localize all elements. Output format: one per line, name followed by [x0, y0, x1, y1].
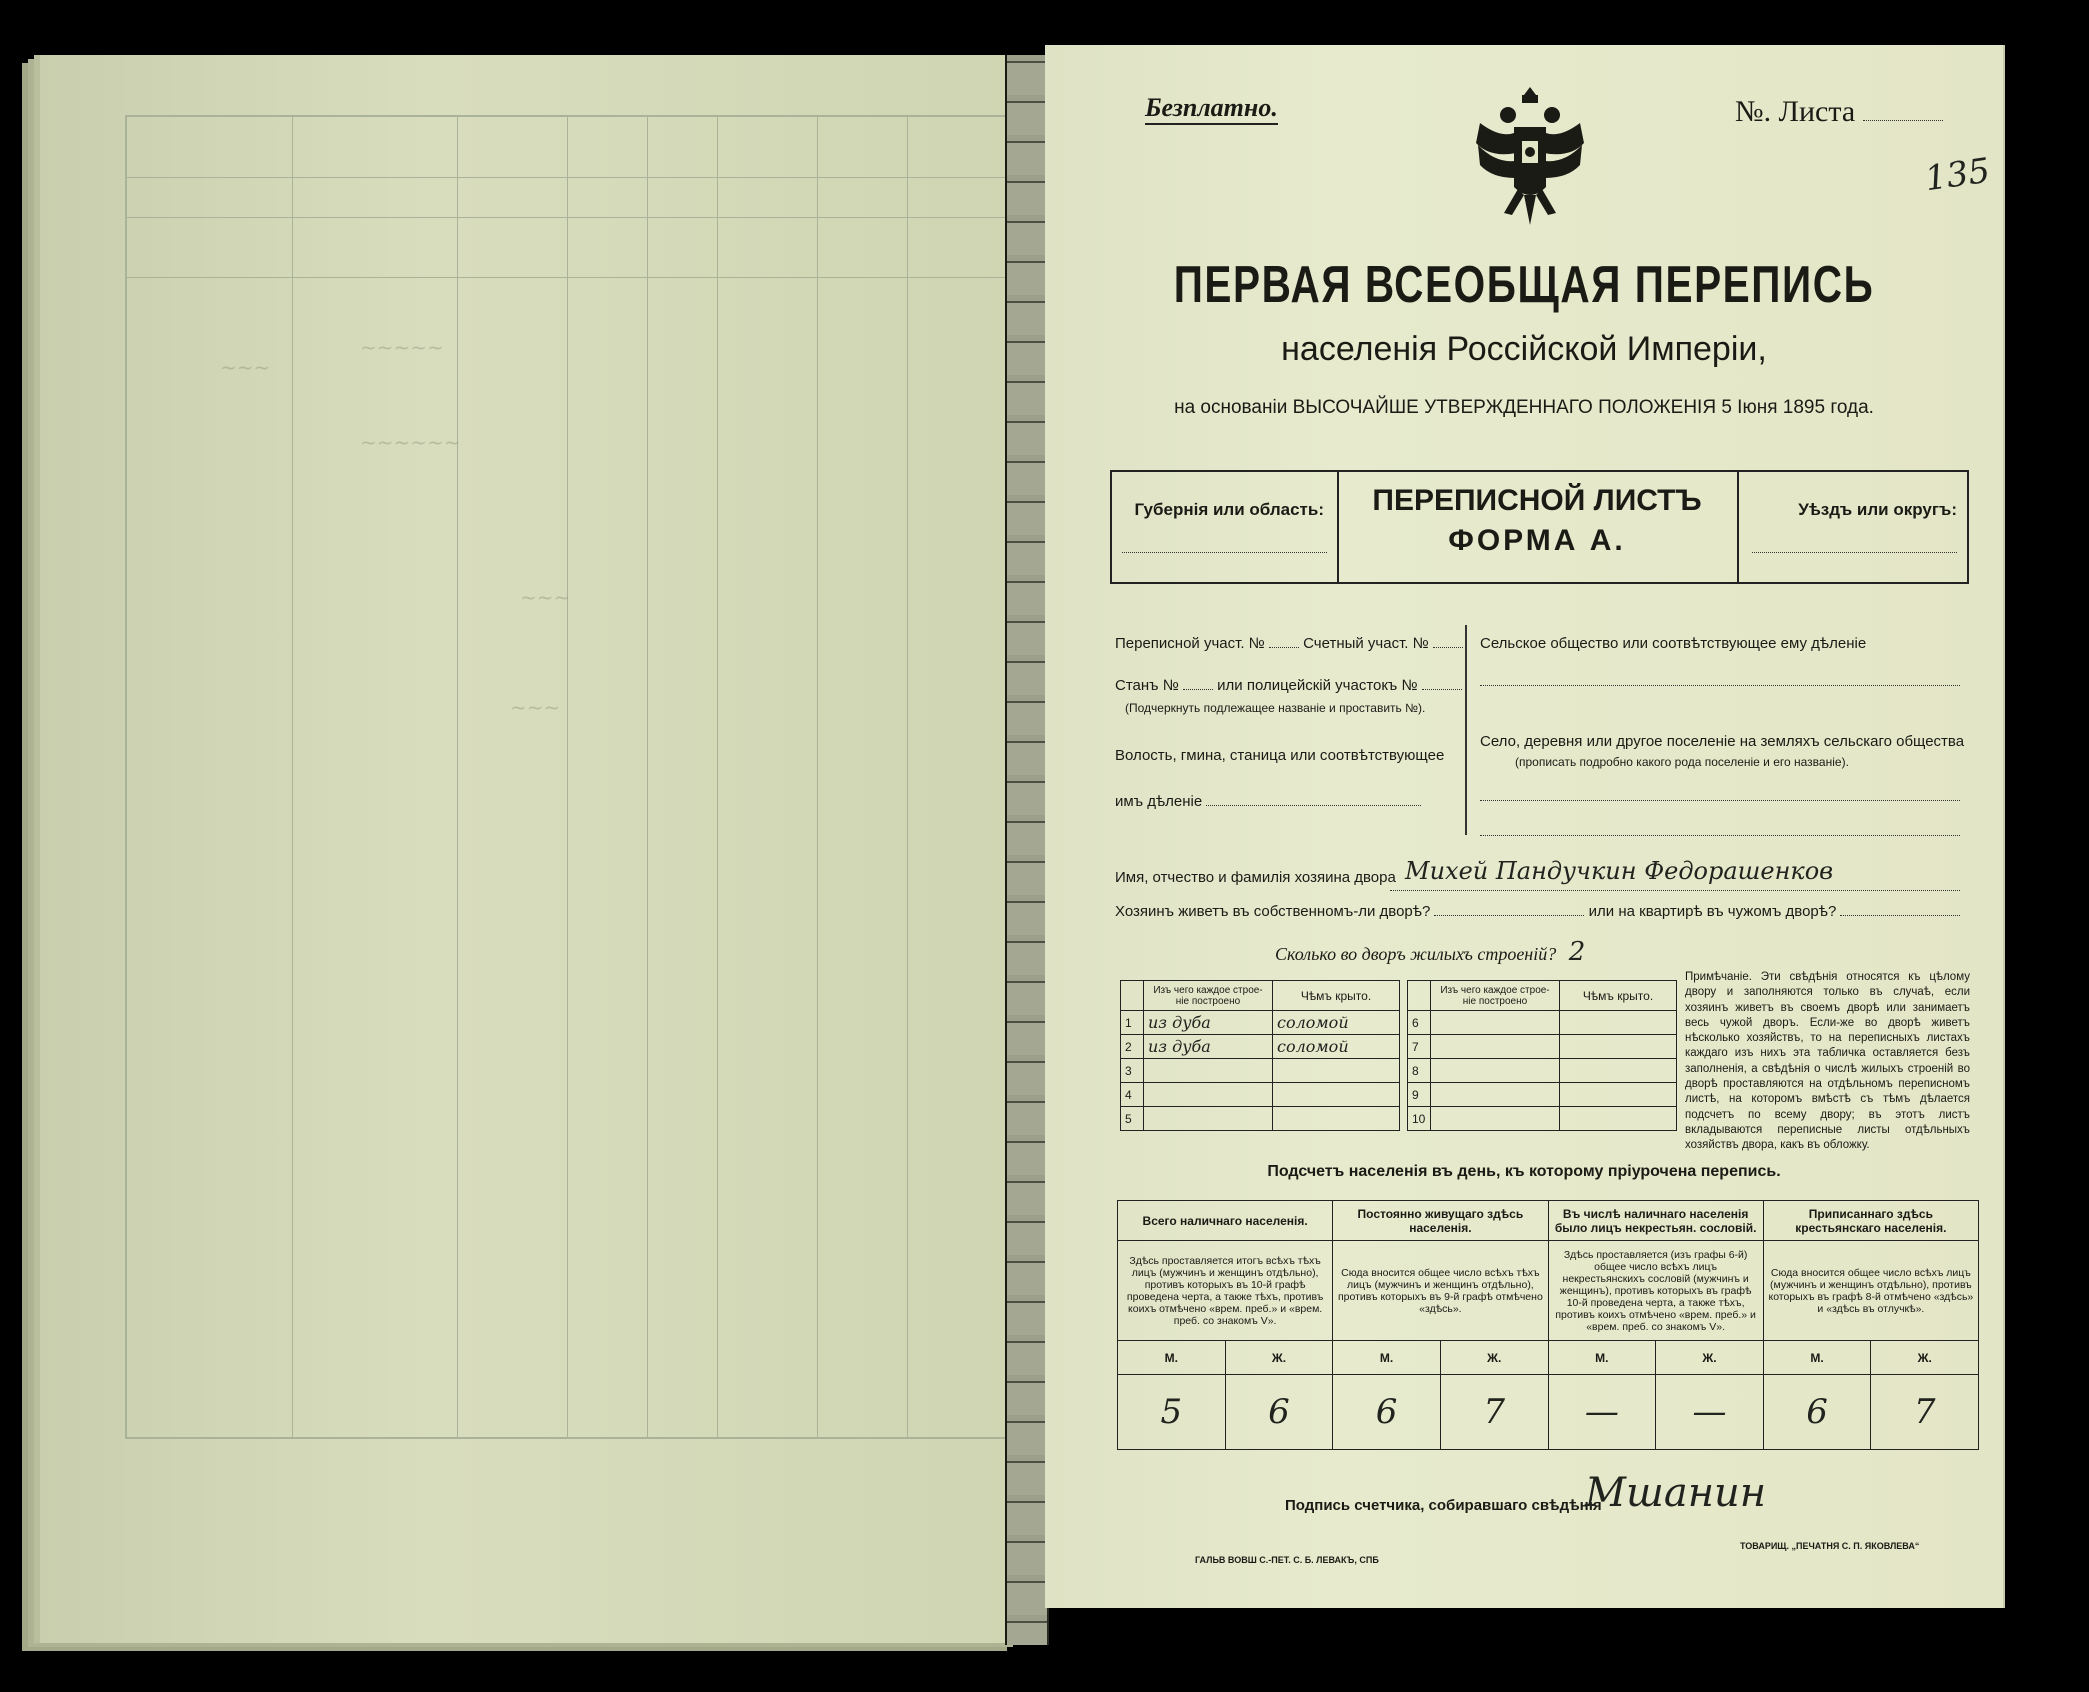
population-count-table	[1117, 1200, 1979, 1450]
col-peasant-title: Приписаннаго здѣсь крестьянскаго населенія.	[1763, 1201, 1978, 1241]
col-permanent-desc: Сюда вносится общее число всѣхъ тѣхъ лицъ (мужчинъ и женщинъ отдѣльно), противъ которыхъ въ 9-й графѣ отмѣчено «здѣсь».	[1333, 1241, 1548, 1341]
double-headed-eagle-emblem	[1470, 83, 1590, 243]
left-page: ~~~~~ ~~~~~~ ~~~ ~~~ ~~~	[40, 55, 1025, 1643]
row-number: 9	[1408, 1083, 1431, 1107]
material-header: Изъ чего каждое строе-ніе построено	[1431, 981, 1560, 1011]
own-yard-label: Хозяинъ живетъ въ собственномъ-ли дворѣ?	[1115, 903, 1431, 920]
row-number: 10	[1408, 1107, 1431, 1131]
schet-label: Счетный участ. №	[1303, 635, 1429, 652]
material-header: Изъ чего каждое строе-ніе построено	[1144, 981, 1273, 1011]
permanent-female-value: 7	[1440, 1375, 1548, 1450]
roof-cell	[1273, 1083, 1400, 1107]
row-number: 6	[1408, 1011, 1431, 1035]
total-male-value: 5	[1118, 1375, 1226, 1450]
owner-label: Имя, отчество и фамилія хозяина двора	[1115, 869, 1396, 886]
signature-label: Подпись счетчика, собиравшаго свѣдѣнія	[1285, 1497, 1602, 1514]
left-page-faint-table	[125, 115, 1009, 1439]
male-header: М.	[1333, 1341, 1441, 1375]
row-number: 2	[1121, 1035, 1144, 1059]
other-yard-label: или на квартирѣ въ чужомъ дворѣ?	[1588, 903, 1837, 920]
sheet-number-handwritten: 135	[1922, 150, 1993, 200]
im-delenie-label: имъ дѣленіе	[1115, 793, 1203, 810]
buildings-question: Сколько во дворъ жилыхъ строеній?	[1275, 944, 1557, 964]
total-female-value: 6	[1225, 1375, 1333, 1450]
selo-note: (прописать подробно какого рода поселеніе и его названіе).	[1515, 755, 1849, 769]
roof-cell: соломой	[1273, 1011, 1400, 1035]
note-text: Примѣчаніе. Эти свѣдѣнія относятся къ цѣлому двору и заполняются только въ случаѣ, если хозяинъ живетъ въ своемъ дворѣ или занимаетъ весь чужой дворъ. Если-же во дворѣ живетъ нѣсколько хозяйствъ, то на переписныхъ листахъ каждаго изъ нихъ эта табличка оставляется безъ заполненія, а свѣдѣнія о числѣ жилыхъ строеній во дворѣ проставляются на отдѣльномъ переписномъ листѣ, на которомъ вмѣстѣ съ тѣмъ дѣлается подсчетъ по всему двору; въ этотъ листъ вкладываются переписные листы отдѣльныхъ хозяйствъ двора, какъ въ обложку.	[1685, 971, 1970, 1152]
roof-header: Чѣмъ крыто.	[1273, 981, 1400, 1011]
list-title: ПЕРЕПИСНОЙ ЛИСТЪ	[1372, 484, 1702, 517]
buildings-table-right	[1407, 980, 1677, 1131]
census-title: ПЕРВАЯ ВСЕОБЩАЯ ПЕРЕПИСЬ	[1173, 256, 1875, 314]
permanent-male-value: 6	[1333, 1375, 1441, 1450]
printer-left: ГАЛЬВ ВОВШ С.-ПЕТ. С. Б. ЛЕВАКЪ, СПБ	[1195, 1555, 1379, 1565]
roof-cell	[1273, 1107, 1400, 1131]
underline-note: (Подчеркнуть подлежащее названіе и проставить №).	[1125, 701, 1426, 715]
uchastok-label: Переписной участ. №	[1115, 635, 1265, 652]
material-cell	[1144, 1107, 1273, 1131]
male-header: М.	[1548, 1341, 1656, 1375]
peasant-female-value: 7	[1871, 1375, 1979, 1450]
nonpeasant-female-value: —	[1656, 1375, 1764, 1450]
col-nonpeasant-desc: Здѣсь проставляется (изъ графы 6-й) общее число всѣхъ лицъ некрестьянскихъ сословій (мужчинъ и женщинъ), противъ которыхъ въ графѣ 10-й проведена черта, а также тѣхъ, противъ коихъ отмѣчено «врем. преб.» и «врем. преб. со знакомъ V».	[1548, 1241, 1763, 1341]
female-header: Ж.	[1656, 1341, 1764, 1375]
uezd-label: Уѣздъ или округъ:	[1798, 500, 1957, 519]
material-cell: из дуба	[1144, 1011, 1273, 1035]
count-heading: Подсчетъ населенія въ день, къ которому пріурочена перепись.	[1267, 1163, 1781, 1180]
peasant-male-value: 6	[1763, 1375, 1871, 1450]
row-number: 8	[1408, 1059, 1431, 1083]
col-total-title: Всего наличнаго населенія.	[1118, 1201, 1333, 1241]
book-binding	[1005, 55, 1049, 1645]
col-peasant-desc: Сюда вносится общее число всѣхъ лицъ (мужчинъ и женщинъ отдѣльно), противъ которыхъ въ графѣ 8-й отмѣчено «здѣсь» и «здѣсь въ отлучкѣ».	[1763, 1241, 1978, 1341]
roof-cell	[1273, 1059, 1400, 1083]
col-nonpeasant-title: Въ числѣ наличнаго населенія было лицъ некрестьян. сословій.	[1548, 1201, 1763, 1241]
row-number: 1	[1121, 1011, 1144, 1035]
sheet-number-label: №. Листа	[1735, 95, 1856, 128]
police-label: или полицейскій участокъ №	[1217, 677, 1418, 694]
census-subtitle: населенія Россійской Имперіи,	[1281, 330, 1767, 368]
material-cell: из дуба	[1144, 1035, 1273, 1059]
printer-right: ТОВАРИЩ. „ПЕЧАТНЯ С. П. ЯКОВЛЕВА“	[1740, 1541, 1920, 1551]
row-number: 3	[1121, 1059, 1144, 1083]
material-cell	[1144, 1059, 1273, 1083]
nonpeasant-male-value: —	[1548, 1375, 1656, 1450]
col-permanent-title: Постоянно живущаго здѣсь населенія.	[1333, 1201, 1548, 1241]
female-header: Ж.	[1225, 1341, 1333, 1375]
male-header: М.	[1118, 1341, 1226, 1375]
roof-cell: соломой	[1273, 1035, 1400, 1059]
gubernia-label: Губернія или область:	[1134, 500, 1324, 519]
roof-header: Чѣмъ крыто.	[1560, 981, 1677, 1011]
form-label: ФОРМА А.	[1448, 524, 1626, 557]
col-total-desc: Здѣсь проставляется итогъ всѣхъ тѣхъ лицъ (мужчинъ и женщинъ отдѣльно), противъ которыхъ въ 10-й графѣ проведена черта, а также тѣхъ, противъ коихъ отмѣчено «врем. преб.» и «врем. преб. со знакомъ V».	[1118, 1241, 1333, 1341]
census-form-page	[1045, 45, 2005, 1608]
selo-label: Село, деревня или другое поселеніе на земляхъ сельскаго общества	[1480, 733, 1965, 750]
row-number: 7	[1408, 1035, 1431, 1059]
row-number: 5	[1121, 1107, 1144, 1131]
buildings-table-left	[1120, 980, 1400, 1131]
selskoe-label: Сельское общество или соотвѣтствующее ему дѣленіе	[1480, 635, 1867, 652]
census-decree-line: на основаніи ВЫСОЧАЙШЕ УТВЕРЖДЕННАГО ПОЛОЖЕНІЯ 5 Іюня 1895 года.	[1174, 397, 1874, 418]
buildings-answer: 2	[1568, 937, 1586, 967]
volost-label: Волость, гмина, станица или соотвѣтствующее	[1115, 747, 1445, 764]
male-header: М.	[1763, 1341, 1871, 1375]
material-cell	[1144, 1083, 1273, 1107]
signature-value: Мшанин	[1585, 1470, 1767, 1516]
free-label: Безплатно.	[1145, 93, 1278, 125]
female-header: Ж.	[1871, 1341, 1979, 1375]
owner-value: Михей Пандучкин Федорашенков	[1405, 857, 1834, 885]
stan-label: Станъ №	[1115, 677, 1179, 694]
row-number: 4	[1121, 1083, 1144, 1107]
female-header: Ж.	[1440, 1341, 1548, 1375]
form-header-box	[1110, 470, 1969, 584]
